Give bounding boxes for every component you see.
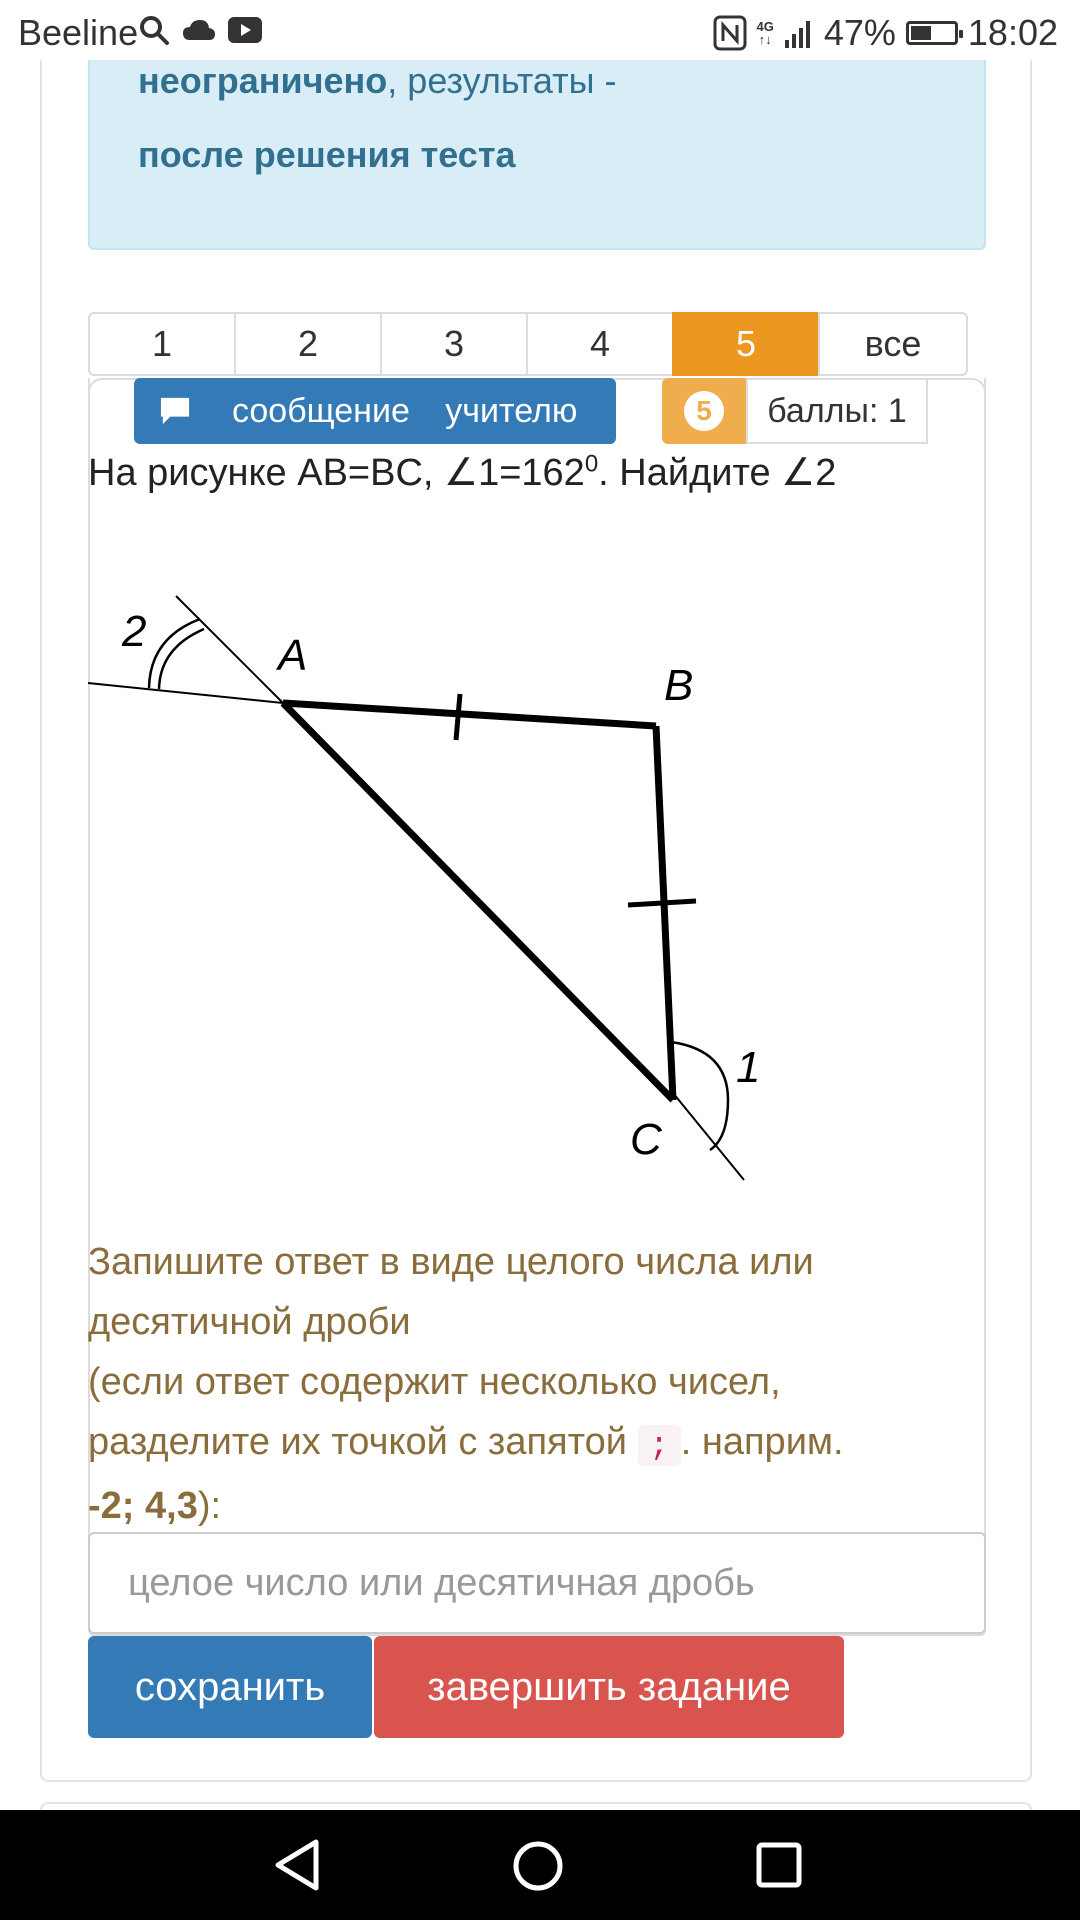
geometry-figure <box>88 560 768 1200</box>
side-bc <box>656 726 673 1100</box>
battery-percent: 47% <box>823 12 896 53</box>
question-text-part1: На рисунке AB=BC, ∠1=162 <box>88 452 585 494</box>
side-ab <box>283 703 656 726</box>
battery-fill <box>911 26 931 40</box>
label-c: C <box>630 1115 662 1164</box>
page-button-3[interactable]: 3 <box>380 312 528 376</box>
question-text-part2: . Найдите ∠2 <box>598 452 837 494</box>
info-rest-text: , результаты - <box>387 60 617 101</box>
network-label: 4G <box>756 19 774 34</box>
nfc-icon <box>713 15 747 51</box>
info-line-2: после решения теста <box>138 134 516 175</box>
info-line-1 <box>138 60 616 102</box>
question-degree-sup: 0 <box>584 450 599 478</box>
page-button-1[interactable]: 1 <box>88 312 236 376</box>
status-icons-right <box>713 12 1059 54</box>
answer-instructions <box>88 1232 968 1536</box>
carrier-name: Beeline <box>18 12 139 53</box>
page-button-2[interactable]: 2 <box>234 312 382 376</box>
youtube-icon <box>228 17 262 43</box>
label-1: 1 <box>736 1043 761 1092</box>
chat-bubble-icon <box>158 396 192 426</box>
tick-bc <box>628 901 696 905</box>
separator-code: ; <box>638 1425 681 1466</box>
info-alert <box>88 60 986 250</box>
angle-1-arc <box>671 1042 728 1150</box>
extension-line-a <box>88 683 283 703</box>
extension-line-c <box>673 1093 744 1180</box>
status-icons-left <box>138 14 262 46</box>
network-type: 4G ↑↓ <box>756 19 774 47</box>
instructions-line-2a: (если ответ содержит несколько чисел, разделите их точкой с запятой <box>88 1361 781 1463</box>
save-button[interactable]: сохранить <box>88 1636 372 1738</box>
label-a: A <box>278 631 308 680</box>
page-button-4[interactable]: 4 <box>526 312 674 376</box>
question-number-badge <box>662 378 746 444</box>
instructions-line-1: Запишите ответ в виде целого числа или десятичной дроби <box>88 1241 814 1343</box>
page-button-5[interactable]: 5 <box>672 312 820 376</box>
search-icon <box>138 14 170 46</box>
home-icon[interactable] <box>512 1840 564 1892</box>
message-teacher-button[interactable] <box>134 378 616 444</box>
message-teacher-label: сообщение учителю <box>232 391 578 430</box>
tick-ab <box>456 694 460 740</box>
question-text <box>88 450 836 495</box>
page-button-all[interactable]: все <box>818 312 968 376</box>
finish-task-button[interactable]: завершить задание <box>374 1636 844 1738</box>
extension-line-top <box>176 596 283 703</box>
side-ac <box>283 703 673 1100</box>
battery-icon <box>906 21 958 45</box>
info-bold-text: неограничено <box>138 60 388 101</box>
score-label: баллы: 1 <box>746 378 928 444</box>
label-2: 2 <box>122 607 147 656</box>
cloud-icon <box>182 18 216 42</box>
question-pagination <box>88 312 966 376</box>
signal-icon <box>784 18 814 48</box>
question-number: 5 <box>684 391 724 431</box>
answer-input[interactable] <box>88 1532 986 1634</box>
instructions-example: -2; 4,3 <box>88 1485 198 1527</box>
instructions-line-2c: ): <box>197 1485 222 1527</box>
clock: 18:02 <box>967 12 1058 53</box>
instructions-line-2b: . наприм. <box>680 1421 844 1463</box>
label-b: B <box>664 661 694 710</box>
angle-2-arc-outer <box>149 619 200 688</box>
back-icon[interactable] <box>272 1838 322 1892</box>
recent-apps-icon[interactable] <box>756 1842 802 1888</box>
angle-2-arc-inner <box>159 629 204 689</box>
